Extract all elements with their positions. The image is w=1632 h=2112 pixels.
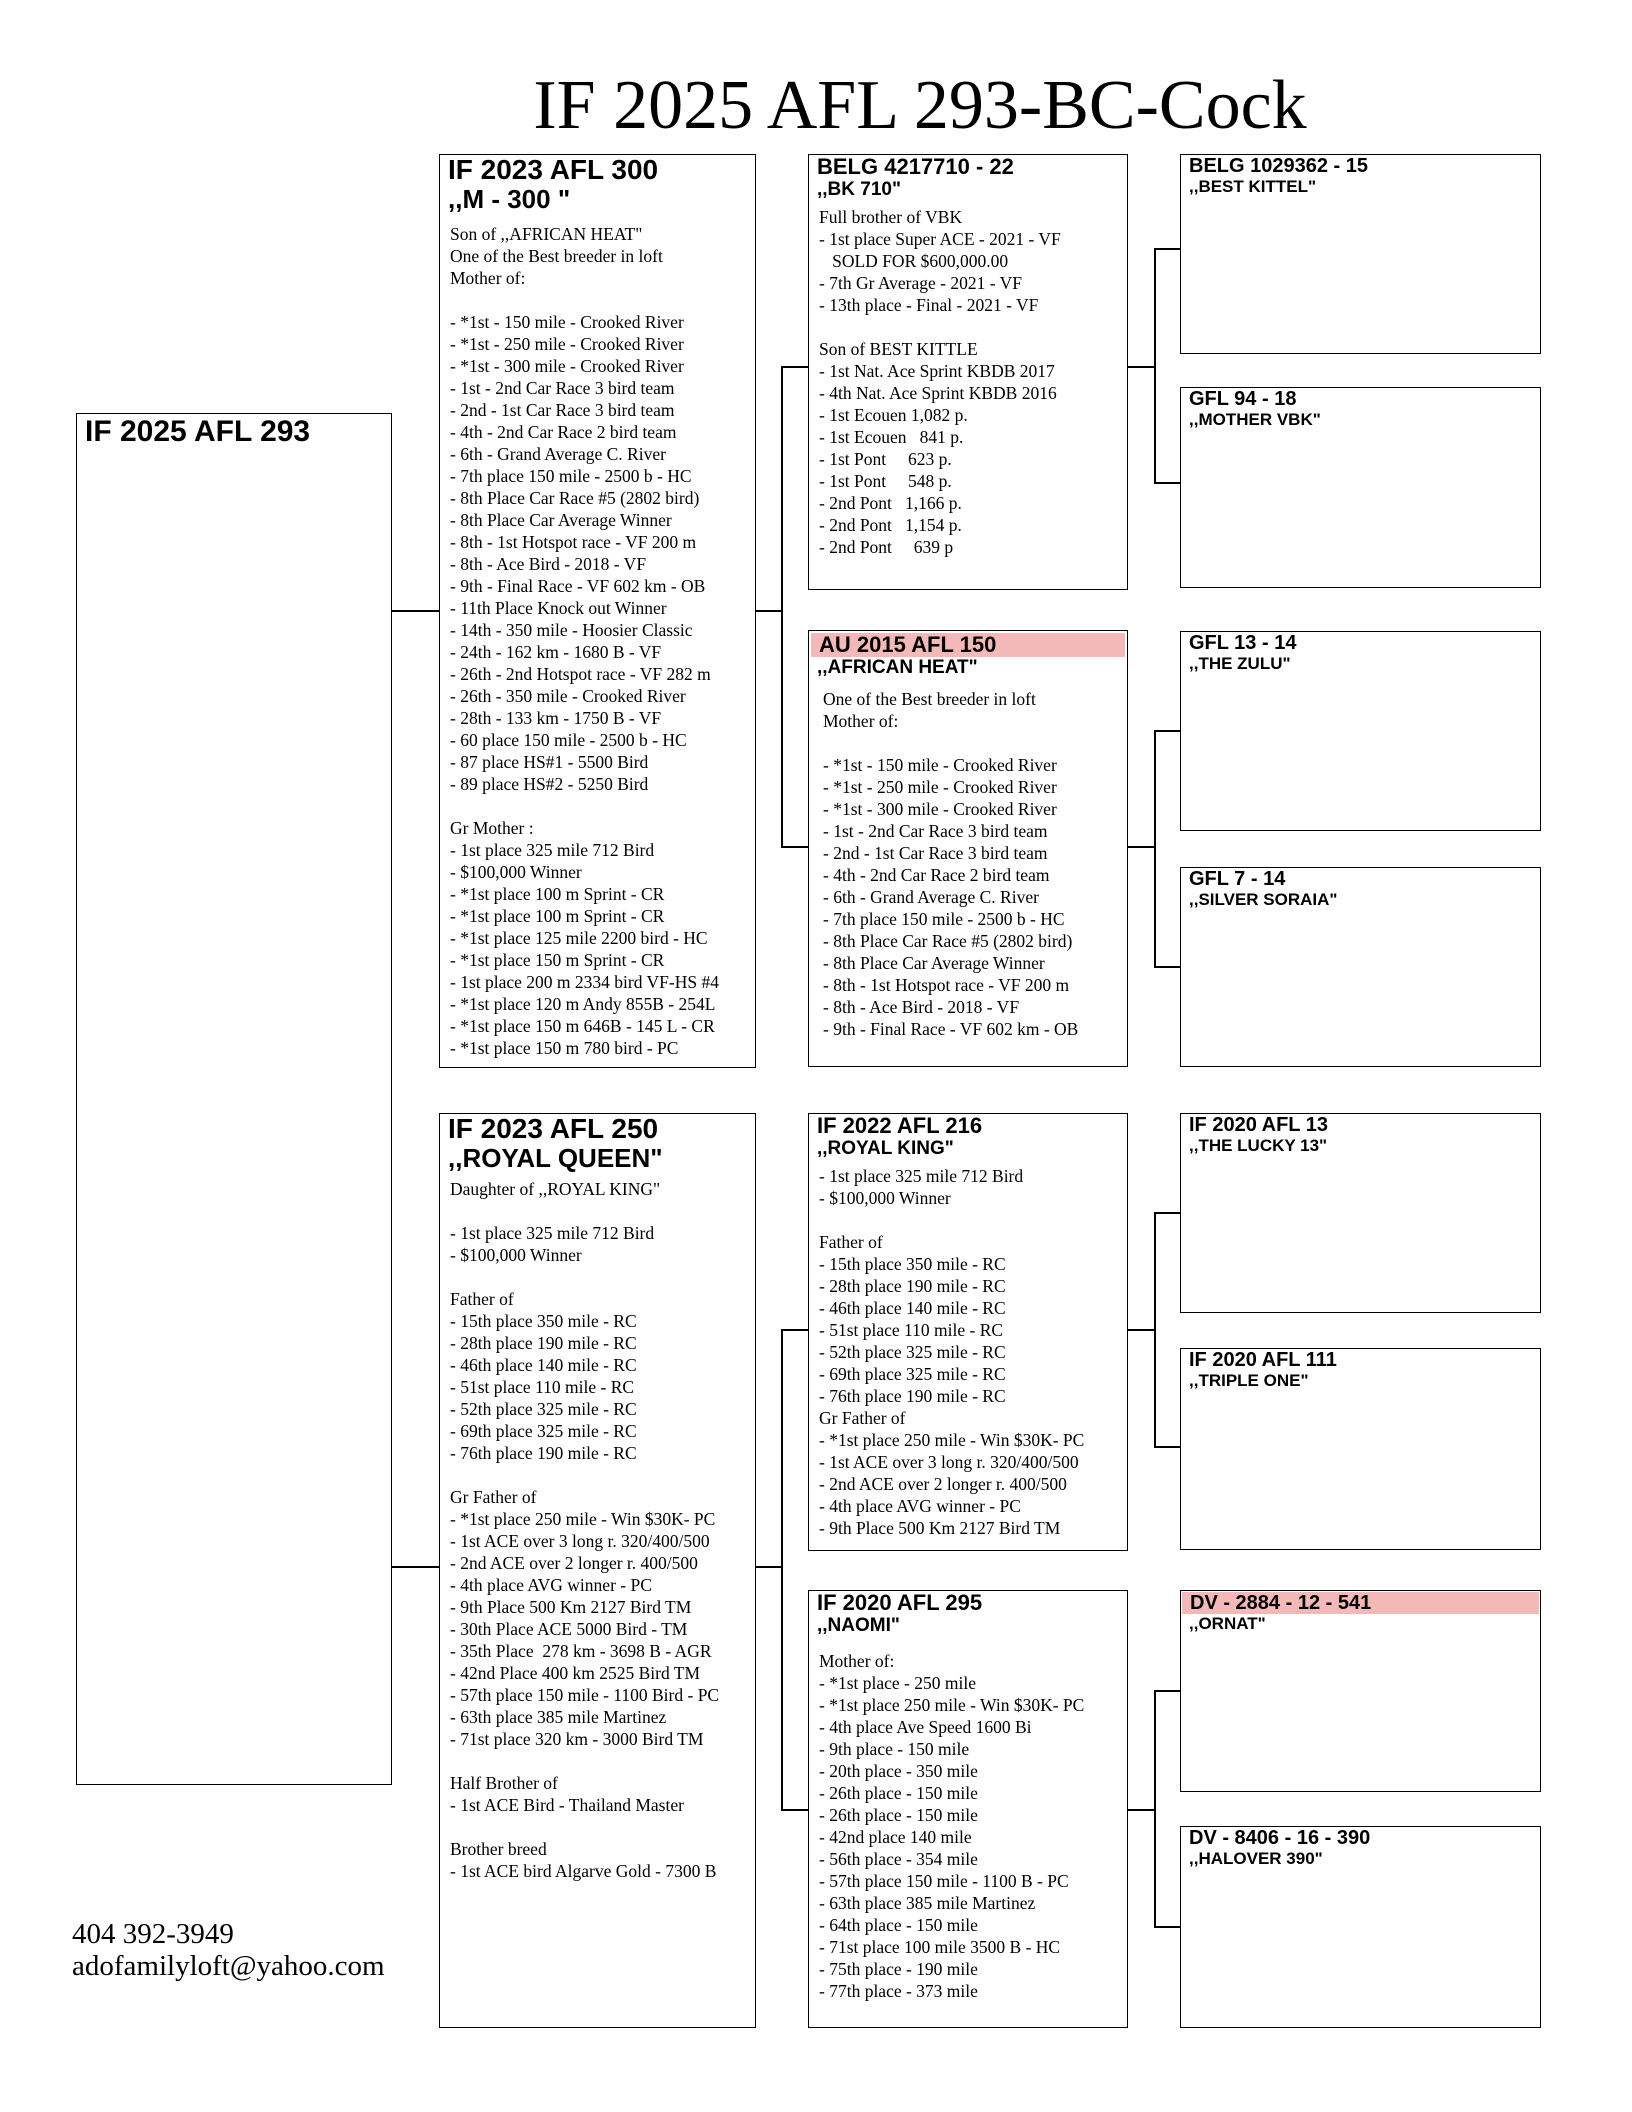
note-line: - 1st ACE over 3 long r. 320/400/500 [819,1452,1079,1472]
note-line [450,795,755,817]
note-line: - 26th place - 150 mile [819,1805,978,1825]
note-line: - 20th place - 350 mile [819,1761,978,1781]
note-line: Mother of: [450,268,526,288]
note-line: Son of ,,AFRICAN HEAT" [450,224,643,244]
note-line: - 1st ACE bird Algarve Gold - 7300 B [450,1861,717,1881]
connector [1154,1212,1180,1214]
note-line: - 7th place 150 mile - 2500 b - HC [450,466,692,486]
note-line: - 64th place - 150 mile [819,1915,978,1935]
gp-box-3 [1180,631,1541,831]
note-line: - *1st - 300 mile - Crooked River [823,799,1057,819]
connector [392,610,439,612]
note-line: - 2nd - 1st Car Race 3 bird team [450,400,675,420]
note-line: - 1st place 325 mile 712 Bird [819,1166,1024,1186]
note-line: - 15th place 350 mile - RC [819,1254,1006,1274]
note-line: - $100,000 Winner [450,1245,582,1265]
note-line: - *1st place 150 m 780 bird - PC [450,1038,679,1058]
dam-dam-box [808,1590,1128,2028]
subject-ring: IF 2025 AFL 293 [85,415,311,448]
note-line: - 1st ACE over 3 long r. 320/400/500 [450,1531,710,1551]
note-line: - 4th place Ave Speed 1600 Bi [819,1717,1032,1737]
dam-sire-notes [809,1165,1127,1539]
connector [1154,1690,1156,1928]
note-line: - 89 place HS#2 - 5250 Bird [450,774,649,794]
dam-dam-notes [809,1650,1127,2002]
note-line: - 8th Place Car Average Winner [823,953,1045,973]
note-line: - 26th place - 150 mile [819,1783,978,1803]
connector [1128,846,1155,848]
sire-dam-ring: AU 2015 AFL 150 [811,633,1125,657]
note-line: - 8th - 1st Hotspot race - VF 200 m [450,532,697,552]
note-line: - 24th - 162 km - 1680 B - VF [450,642,662,662]
note-line [450,1750,755,1772]
dam-dam-name: ,,NAOMI" [817,1615,900,1636]
note-line: - 8th - 1st Hotspot race - VF 200 m [823,975,1070,995]
gp-ring-8: DV - 8406 - 16 - 390 [1189,1827,1371,1849]
note-line: - 15th place 350 mile - RC [450,1311,637,1331]
sire-sire-notes [809,206,1127,558]
connector [781,1809,808,1811]
gp-name-7: ,,ORNAT" [1189,1614,1266,1633]
note-line [450,289,755,311]
note-line: - 60 place 150 mile - 2500 b - HC [450,730,687,750]
gp-name-3: ,,THE ZULU" [1189,654,1291,673]
note-line: - 8th Place Car Average Winner [450,510,672,530]
note-line [450,1266,755,1288]
note-line: - 26th - 350 mile - Crooked River [450,686,686,706]
contact-block [72,1918,385,1982]
note-line: - 51st place 110 mile - RC [819,1320,1004,1340]
sire-dam-name: ,,AFRICAN HEAT" [817,657,978,678]
gp-name-1: ,,BEST KITTEL" [1189,177,1317,196]
connector [1154,966,1180,968]
note-line: - 42nd Place 400 km 2525 Bird TM [450,1663,701,1683]
note-line: - 2nd Pont 1,166 p. [819,493,962,513]
note-line: Brother breed [450,1839,547,1859]
note-line: - 7th Gr Average - 2021 - VF [819,273,1022,293]
note-line: - 71st place 100 mile 3500 B - HC [819,1937,1061,1957]
note-line: - $100,000 Winner [819,1188,951,1208]
note-line: - $100,000 Winner [450,862,582,882]
note-line: Full brother of VBK [819,207,963,227]
note-line: - 35th Place 278 km - 3698 B - AGR [450,1641,712,1661]
note-line: - 69th place 325 mile - RC [450,1421,637,1441]
gp-box-4 [1180,867,1541,1067]
note-line: - 2nd ACE over 2 longer r. 400/500 [450,1553,698,1573]
note-line: - 4th - 2nd Car Race 2 bird team [823,865,1050,885]
connector [1154,248,1180,250]
connector [1154,730,1180,732]
contact-phone: 404 392-3949 [72,1918,234,1950]
connector [781,1329,783,1811]
note-line: - 28th place 190 mile - RC [819,1276,1006,1296]
connector [756,610,782,612]
note-line: SOLD FOR $600,000.00 [819,251,1009,271]
connector [392,1566,439,1568]
connector [1154,1212,1156,1448]
note-line: - *1st - 150 mile - Crooked River [450,312,684,332]
note-line: - 30th Place ACE 5000 Bird - TM [450,1619,688,1639]
note-line: - 1st place 200 m 2334 bird VF-HS #4 [450,972,719,992]
connector [781,366,783,848]
note-line: - 76th place 190 mile - RC [450,1443,637,1463]
dam-box [439,1113,756,2028]
note-line: - 4th place AVG winner - PC [450,1575,652,1595]
gp-name-5: ,,THE LUCKY 13" [1189,1136,1328,1155]
note-line: Daughter of ,,ROYAL KING" [450,1179,661,1199]
note-line: - *1st place 150 m Sprint - CR [450,950,665,970]
note-line: Gr Mother : [450,818,534,838]
note-line: - 77th place - 373 mile [819,1981,978,2001]
note-line [450,1200,755,1222]
dam-dam-ring: IF 2020 AFL 295 [817,1590,983,1615]
note-line: - 6th - Grand Average C. River [450,444,666,464]
gp-name-4: ,,SILVER SORAIA" [1189,890,1338,909]
connector [1154,482,1180,484]
note-line: - *1st place 250 mile - Win $30K- PC [450,1509,716,1529]
note-line: - 2nd - 1st Car Race 3 bird team [823,843,1048,863]
gp-ring-1: BELG 1029362 - 15 [1189,155,1368,177]
note-line: - 63th place 385 mile Martinez [819,1893,1036,1913]
note-line: - 1st Ecouen 841 p. [819,427,964,447]
dam-ring: IF 2023 AFL 250 [448,1113,659,1144]
note-line: - *1st place 150 m 646B - 145 L - CR [450,1016,715,1036]
note-line: - 46th place 140 mile - RC [819,1298,1006,1318]
note-line: - *1st place 250 mile - Win $30K- PC [819,1695,1085,1715]
gp-name-2: ,,MOTHER VBK" [1189,410,1321,429]
note-line: - 9th - Final Race - VF 602 km - OB [450,576,706,596]
gp-ring-4: GFL 7 - 14 [1189,868,1286,890]
note-line: - 8th - Ace Bird - 2018 - VF [450,554,647,574]
note-line: - 11th Place Knock out Winner [450,598,667,618]
note-line: - 8th Place Car Race #5 (2802 bird) [823,931,1073,951]
dam-sire-ring: IF 2022 AFL 216 [817,1113,983,1138]
sire-name: ,,M - 300 " [448,184,571,214]
note-line: Mother of: [823,711,899,731]
note-line: - 56th place - 354 mile [819,1849,978,1869]
note-line [823,732,1127,754]
note-line: - 52th place 325 mile - RC [450,1399,637,1419]
connector [1154,1690,1180,1692]
note-line: - 46th place 140 mile - RC [450,1355,637,1375]
connector [1154,1926,1180,1928]
connector [1128,366,1155,368]
gp-box-2 [1180,387,1541,588]
note-line: - 9th place - 150 mile [819,1739,970,1759]
note-line: - 1st - 2nd Car Race 3 bird team [823,821,1048,841]
subject-box [76,413,392,1785]
note-line: - 28th place 190 mile - RC [450,1333,637,1353]
note-line: - 76th place 190 mile - RC [819,1386,1006,1406]
note-line: - *1st - 250 mile - Crooked River [823,777,1057,797]
note-line: - 57th place 150 mile - 1100 B - PC [819,1871,1069,1891]
note-line: - 8th Place Car Race #5 (2802 bird) [450,488,700,508]
note-line: - *1st - 250 mile - Crooked River [450,334,684,354]
sire-dam-box [808,630,1128,1067]
note-line: - 13th place - Final - 2021 - VF [819,295,1039,315]
note-line: - 9th Place 500 Km 2127 Bird TM [450,1597,692,1617]
gp-ring-3: GFL 13 - 14 [1189,632,1297,654]
gp-ring-5: IF 2020 AFL 13 [1189,1114,1328,1136]
note-line: - *1st place - 250 mile [819,1673,976,1693]
note-line: - 4th Nat. Ace Sprint KBDB 2016 [819,383,1057,403]
note-line: - 4th - 2nd Car Race 2 bird team [450,422,677,442]
note-line: - 1st place 325 mile 712 Bird [450,1223,655,1243]
gp-name-6: ,,TRIPLE ONE" [1189,1371,1309,1390]
note-line: - 1st Nat. Ace Sprint KBDB 2017 [819,361,1055,381]
note-line: - 1st place 325 mile 712 Bird [450,840,655,860]
contact-email: adofamilyloft@yahoo.com [72,1950,385,1982]
connector [781,366,808,368]
gp-box-6 [1180,1348,1541,1550]
gp-name-8: ,,HALOVER 390" [1189,1849,1323,1868]
gp-ring-2: GFL 94 - 18 [1189,388,1297,410]
note-line: - 6th - Grand Average C. River [823,887,1039,907]
gp-ring-6: IF 2020 AFL 111 [1189,1349,1337,1371]
note-line [819,316,1127,338]
note-line: - 75th place - 190 mile [819,1959,978,1979]
note-line: - *1st place 250 mile - Win $30K- PC [819,1430,1085,1450]
note-line: - 2nd Pont 1,154 p. [819,515,962,535]
connector [1154,1446,1180,1448]
note-line: - *1st - 300 mile - Crooked River [450,356,684,376]
note-line: - 69th place 325 mile - RC [819,1364,1006,1384]
note-line: - 14th - 350 mile - Hoosier Classic [450,620,693,640]
note-line: - 7th place 150 mile - 2500 b - HC [823,909,1065,929]
connector [756,1566,782,1568]
sire-box [439,154,756,1068]
connector [781,1329,808,1331]
note-line [450,1816,755,1838]
note-line: - 63th place 385 mile Martinez [450,1707,667,1727]
note-line [450,1464,755,1486]
note-line: - 2nd ACE over 2 longer r. 400/500 [819,1474,1067,1494]
page-title: IF 2025 AFL 293-BC-Cock [533,67,1307,144]
note-line: - *1st place 120 m Andy 855B - 254L [450,994,716,1014]
note-line: - *1st - 150 mile - Crooked River [823,755,1057,775]
note-line: - 57th place 150 mile - 1100 Bird - PC [450,1685,720,1705]
note-line: - 4th place AVG winner - PC [819,1496,1021,1516]
dam-sire-box [808,1113,1128,1551]
note-line: - 1st Pont 623 p. [819,449,952,469]
note-line [819,1209,1127,1231]
sire-notes [440,223,755,1059]
note-line: One of the Best breeder in loft [823,689,1036,709]
note-line: Father of [819,1232,883,1252]
note-line: One of the Best breeder in loft [450,246,663,266]
note-line: - 71st place 320 km - 3000 Bird TM [450,1729,704,1749]
note-line: - 2nd Pont 639 p [819,537,954,557]
connector [1128,1329,1155,1331]
dam-notes [440,1178,755,1882]
note-line: - 51st place 110 mile - RC [450,1377,635,1397]
gp-ring-7: DV - 2884 - 12 - 541 [1182,1592,1539,1614]
note-line: Gr Father of [819,1408,906,1428]
dam-sire-name: ,,ROYAL KING" [817,1138,954,1159]
note-line: - 52th place 325 mile - RC [819,1342,1006,1362]
connector [1154,730,1156,968]
note-line: Gr Father of [450,1487,537,1507]
dam-name: ,,ROYAL QUEEN" [448,1143,663,1173]
sire-dam-notes [809,688,1127,1040]
gp-box-7 [1180,1590,1541,1792]
connector [1128,1809,1155,1811]
sire-ring: IF 2023 AFL 300 [448,154,659,185]
note-line: - 1st Ecouen 1,082 p. [819,405,968,425]
note-line: - 1st place Super ACE - 2021 - VF [819,229,1061,249]
note-line: Father of [450,1289,514,1309]
connector [781,846,808,848]
note-line: - *1st place 100 m Sprint - CR [450,906,665,926]
note-line: - 28th - 133 km - 1750 B - VF [450,708,662,728]
sire-sire-box [808,154,1128,590]
note-line: - 1st ACE Bird - Thailand Master [450,1795,684,1815]
connector [1154,248,1156,484]
note-line: - *1st place 125 mile 2200 bird - HC [450,928,708,948]
note-line: - 1st - 2nd Car Race 3 bird team [450,378,675,398]
gp-box-5 [1180,1113,1541,1313]
note-line: - 8th - Ace Bird - 2018 - VF [823,997,1020,1017]
note-line: - 42nd place 140 mile [819,1827,972,1847]
gp-box-1 [1180,154,1541,354]
note-line: - *1st place 100 m Sprint - CR [450,884,665,904]
note-line: - 26th - 2nd Hotspot race - VF 282 m [450,664,711,684]
sire-sire-ring: BELG 4217710 - 22 [817,154,1014,179]
sire-sire-name: ,,BK 710" [817,179,901,200]
note-line: - 1st Pont 548 p. [819,471,952,491]
note-line: - 87 place HS#1 - 5500 Bird [450,752,649,772]
note-line: Mother of: [819,1651,895,1671]
note-line: Half Brother of [450,1773,558,1793]
note-line: Son of BEST KITTLE [819,339,978,359]
gp-box-8 [1180,1826,1541,2028]
note-line: - 9th Place 500 Km 2127 Bird TM [819,1518,1061,1538]
note-line: - 9th - Final Race - VF 602 km - OB [823,1019,1079,1039]
